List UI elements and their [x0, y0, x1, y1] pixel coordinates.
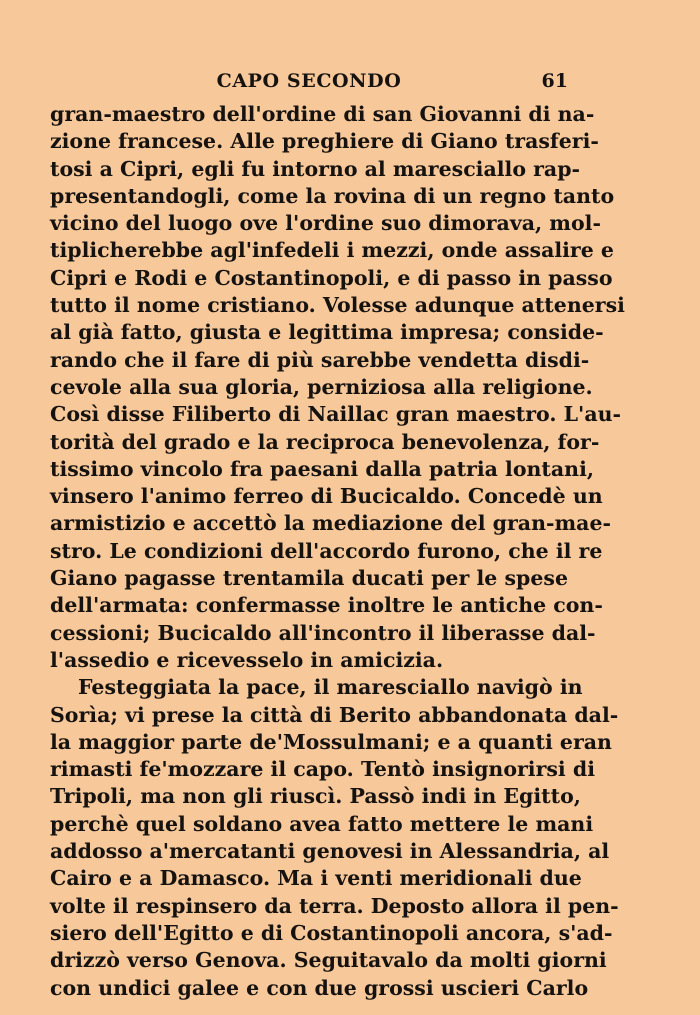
text-line: stro. Le condizioni dell'accordo furono, che il re — [50, 538, 603, 563]
text-line: vicino del luogo ove l'ordine suo dimorava, mol- — [50, 211, 601, 236]
text-line: Cairo e a Damasco. Ma i venti meridionali due — [50, 866, 582, 891]
text-line: vinsero l'animo ferreo di Bucicaldo. Concedè un — [50, 484, 603, 509]
text-line: Giano pagasse trentamila ducati per le spese — [50, 566, 568, 591]
text-line: volte il respinsero da terra. Deposto allora il pen- — [50, 893, 619, 918]
text-line: al già fatto, giusta e legittima impresa; conside- — [50, 320, 604, 345]
text-line: siero dell'Egitto e di Costantinopoli ancora, s'ad- — [50, 920, 613, 945]
text-line: Cipri e Rodi e Costantinopoli, e di passo in passo — [50, 265, 613, 290]
text-line: cessioni; Bucicaldo all'incontro il liberasse dal- — [50, 620, 596, 645]
running-head: CAPO SECONDO — [216, 70, 402, 92]
text-line: tosi a Cipri, egli fu intorno al maresciallo rap- — [50, 156, 581, 181]
text-line: perchè quel soldano avea fatto mettere le mani — [50, 811, 594, 836]
paragraph-start-line: Festeggiata la pace, il maresciallo navigò in — [78, 675, 583, 700]
text-line: drizzò verso Genova. Seguitavalo da molti giorni — [50, 948, 607, 973]
text-line: armistizio e accettò la mediazione del gran-mae- — [50, 511, 612, 536]
text-line: cevole alla sua gloria, perniziosa alla religione. — [50, 374, 593, 399]
page-number: 61 — [541, 70, 568, 92]
text-line: la maggior parte de'Mossulmani; e a quanti eran — [50, 729, 612, 754]
text-line: dell'armata: confermasse inoltre le antiche con- — [50, 593, 603, 618]
text-line: con undici galee e con due grossi uscieri Carlo — [50, 975, 589, 1000]
text-line: tutto il nome cristiano. Volesse adunque attenersi — [50, 293, 625, 318]
body-text — [50, 101, 625, 1002]
text-line: tiplicherebbe agl'infedeli i mezzi, onde assalire e — [50, 238, 614, 263]
text-line: rimasti fe'mozzare il capo. Tentò insignorirsi di — [50, 757, 595, 782]
text-line: Così disse Filiberto di Naillac gran maestro. L'au- — [50, 402, 622, 427]
text-line: rando che il fare di più sarebbe vendetta disdi- — [50, 347, 590, 372]
paragraph-end-line: l'assedio e ricevesselo in amicizia. — [50, 647, 444, 672]
text-line: zione francese. Alle preghiere di Giano trasferi- — [50, 129, 599, 154]
text-line: torità del grado e la reciproca benevolenza, for- — [50, 429, 600, 454]
text-line: tissimo vincolo fra paesani dalla patria lontani, — [50, 456, 594, 481]
text-line: addosso a'mercatanti genovesi in Alessandria, al — [50, 839, 610, 864]
page-header — [50, 66, 568, 96]
text-line: presentandogli, come la rovina di un regno tanto — [50, 183, 615, 208]
text-line: gran-maestro dell'ordine di san Giovanni di na- — [50, 102, 595, 126]
text-line: Sorìa; vi prese la città di Berito abbandonata dal- — [50, 702, 619, 727]
text-line: Tripoli, ma non gli riuscì. Passò indi in Egitto, — [50, 784, 581, 809]
